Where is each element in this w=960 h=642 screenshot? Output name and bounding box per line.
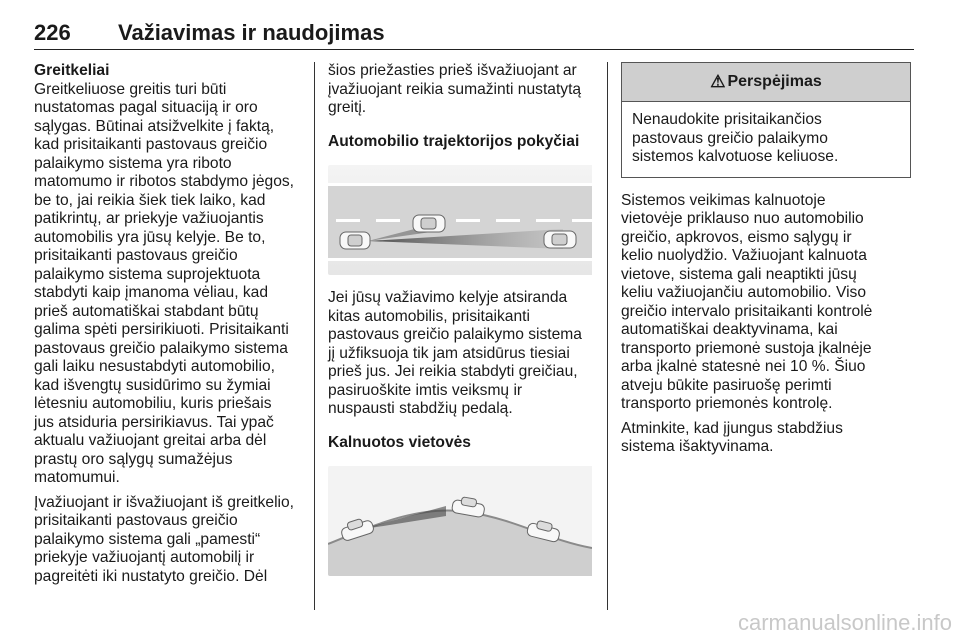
column-2 xyxy=(328,62,600,576)
text-line: nustatomas pagal situaciją ir oro xyxy=(34,99,258,116)
text-line: Atminkite, kad įjungus stabdžius xyxy=(621,419,843,437)
warning-box xyxy=(621,62,911,178)
text-line: lėtesniu automobiliu, kuris priešais xyxy=(34,395,272,412)
text-line: matomumo ir ribotos stabdymo jėgos, xyxy=(34,173,294,190)
text-line: be to, jai reikia šiek tiek laiko, kad xyxy=(34,191,266,209)
paragraph-hilly-terrain xyxy=(621,192,913,414)
text-line: prisitaikanti pastovaus greičio xyxy=(34,247,238,264)
text-line: Sistemos veikimas kalnuotoje xyxy=(621,191,826,209)
text-line: kad išvengtų susidūrimo su žymiai xyxy=(34,376,271,394)
figure-trajectory xyxy=(328,165,600,275)
text-line: arba įkalnė statesnė nei 10 %. Šiuo xyxy=(621,358,866,375)
text-line: jį užfiksuoja tik jam atsidūrus tiesiai xyxy=(328,344,570,362)
text-line: kelio nuolydžio. Važiuojant kalnuota xyxy=(621,247,867,264)
text-line: pastovaus greičio palaikymo sistema xyxy=(328,326,582,343)
section-heading-highways: Greitkeliai xyxy=(34,62,110,79)
text-line: pastovaus greičio palaikymo xyxy=(632,129,828,147)
text-line: Greitkeliuose greitis turi būti xyxy=(34,80,227,98)
paragraph-continued xyxy=(328,62,600,118)
car-middle xyxy=(413,215,445,232)
column-divider xyxy=(607,62,608,610)
text-line: prieš jus. Jei reikia stabdyti greičiau, xyxy=(328,363,578,380)
subheading-trajectory: Automobilio trajektorijos pokyčiai xyxy=(328,132,580,150)
text-line: sąlygas. Būtinai atsižvelkite į faktą, xyxy=(34,117,275,135)
page-number: 226 xyxy=(34,20,71,45)
text-line: automobilis yra jūsų kelyje. Be to, xyxy=(34,228,266,246)
text-line: pasiruoškite imtis veiksmų ir xyxy=(328,381,523,399)
text-line: jus atsiduria persirikiavus. Tai ypač xyxy=(34,413,274,431)
text-line: patikrintų, ar priekyje važiuojantis xyxy=(34,210,264,227)
text-line: galima spėti persirikiuoti. Prisitaikanti xyxy=(34,321,289,338)
column-divider xyxy=(314,62,315,610)
chapter-title: Važiavimas ir naudojimas xyxy=(118,20,385,45)
column-3 xyxy=(621,62,913,463)
text-line: sistema išaktyvinama. xyxy=(621,438,774,455)
text-line: sistemos kalvotuose keliuose. xyxy=(632,148,839,165)
text-line: įvažiuojant reikia sumažinti nustatytą xyxy=(328,80,582,98)
warning-body xyxy=(622,102,910,177)
text-line: aktualu važiuojant greitai arba dėl xyxy=(34,432,267,449)
paragraph-exit-entry xyxy=(34,494,304,587)
text-line: Nenaudokite prisitaikančios xyxy=(632,111,822,128)
text-line: pagreitėti iki nustatyto greičio. Dėl xyxy=(34,567,268,585)
text-line: transporto priemonė sustoja įkalnėje xyxy=(621,339,872,357)
text-line: transporto priemonės kontrolę. xyxy=(621,395,833,412)
text-line: priekyje važiuojantį automobilį ir xyxy=(34,549,255,566)
text-line: keliu važiuojančiu automobilio. Viso xyxy=(621,284,867,301)
text-line: greičio, apkrovos, eismo sąlygų ir xyxy=(621,228,852,246)
text-line: atveju būkite pasiruošę perimti xyxy=(621,376,832,394)
text-line: vietove, sistema gali neaptikti jūsų xyxy=(621,265,857,283)
text-line: gali laiku nesustabdyti automobilio, xyxy=(34,358,275,375)
watermark: carmanualsonline.info xyxy=(737,610,952,635)
text-line: matomumui. xyxy=(34,469,120,486)
text-line: pastovaus greičio palaikymo sistema xyxy=(34,339,288,357)
text-line: prisitaikanti pastovaus greičio xyxy=(34,512,238,529)
paragraph-highways xyxy=(34,81,304,488)
text-line: kitas automobilis, prisitaikanti xyxy=(328,307,530,325)
text-line: šios priežasties prieš išvažiuojant ar xyxy=(328,62,577,79)
subheading-hilly: Kalnuotos vietovės xyxy=(328,433,471,451)
paragraph-brakes-note xyxy=(621,420,913,457)
text-line: prastų oro sąlygų sumažėjus xyxy=(34,450,233,468)
text-line: vietovėje priklauso nuo automobilio xyxy=(621,210,864,227)
column-1 xyxy=(34,62,304,592)
warning-icon: ⚠ xyxy=(710,71,726,91)
text-line: prieš automatiškai stabdant būtų xyxy=(34,302,259,320)
text-line: Įvažiuojant ir išvažiuojant iš greitkelio, xyxy=(34,493,295,511)
paragraph-trajectory xyxy=(328,289,600,419)
text-line: kad prisitaikanti pastovaus greičio xyxy=(34,136,268,153)
text-line: palaikymo sistema suprojektuota xyxy=(34,265,261,283)
text-line: nuspausti stabdžių pedalą. xyxy=(328,400,513,417)
text-line: stabdyti kaip įmanoma vėliau, kad xyxy=(34,284,269,301)
header-rule xyxy=(34,49,914,50)
page-header xyxy=(34,20,914,50)
text-line: palaikymo sistema yra riboto xyxy=(34,154,232,172)
text-line: automatiškai deaktyvinama, kai xyxy=(621,321,838,338)
warning-header xyxy=(622,63,910,102)
text-line: Jei jūsų važiavimo kelyje atsiranda xyxy=(328,289,568,306)
car-rear xyxy=(340,232,370,249)
text-line: greičio intervalo prisitaikanti kontrolė xyxy=(621,302,873,320)
car-front xyxy=(544,231,576,248)
text-line: palaikymo sistema gali „pamesti“ xyxy=(34,530,261,548)
text-line: greitį. xyxy=(328,99,367,116)
warning-title: Perspėjimas xyxy=(727,72,822,90)
figure-hilly xyxy=(328,466,600,576)
